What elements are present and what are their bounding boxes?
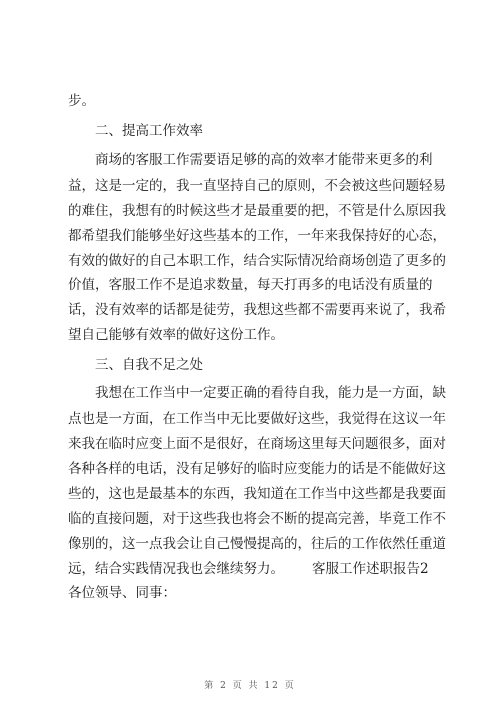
paragraph-text: 的难住，我想有的时候这些才是最重要的把，不管是什么原因我 xyxy=(68,203,446,219)
paragraph-text: 各种各样的电话，没有足够好的临时应变能力的话是不能做好这 xyxy=(68,461,446,477)
paragraph-text: 些的，这也是最基本的东西，我知道在工作当中这些都是我要面 xyxy=(68,486,446,502)
paragraph-text: 都希望我们能够坐好这些基本的工作，一年来我保持好的心态， xyxy=(68,228,446,244)
paragraph-text: 来我在临时应变上面不是很好，在商场这里每天问题很多，面对 xyxy=(68,436,446,452)
report-title: 客服工作述职报告2 xyxy=(312,561,429,577)
paragraph-text: 点也是一方面，在工作当中无比要做好这些，我觉得在这议一年 xyxy=(68,411,446,427)
paragraph-text: 远，结合实践情况我也会继续努力。 xyxy=(68,561,284,577)
paragraph-text: 步。 xyxy=(68,93,95,109)
paragraph-text: 像别的，这一点我会让自己慢慢提高的，往后的工作依然任重道 xyxy=(68,536,446,552)
paragraph-text: 话，没有效率的话都是徒劳，我想这些都不需要再来说了，我希 xyxy=(68,302,446,318)
paragraph-text: 望自己能够有效率的做好这份工作。 xyxy=(68,327,284,343)
paragraph-text: 有效的做好的自己本职工作，结合实际情况给商场创造了更多的 xyxy=(68,253,446,269)
section-heading: 二、提高工作效率 xyxy=(95,123,203,139)
paragraph-text: 商场的客服工作需要语足够的高的效率才能带来更多的利 xyxy=(95,152,433,168)
page-footer: 第 2 页 共 12 页 xyxy=(204,681,296,691)
section-heading: 三、自我不足之处 xyxy=(95,357,203,373)
paragraph-text: 益，这是一定的，我一直坚持自己的原则，不会被这些问题轻易 xyxy=(68,178,446,194)
paragraph-text: 价值，客服工作不是追求数量，每天打再多的电话没有质量的 xyxy=(68,277,433,293)
salutation: 各位领导、同事： xyxy=(68,585,176,601)
paragraph-text: 临的直接问题，对于这些我也将会不断的提高完善，毕竟工作不 xyxy=(68,511,446,527)
paragraph-text: 我想在工作当中一定要正确的看待自我，能力是一方面，缺 xyxy=(95,385,446,401)
